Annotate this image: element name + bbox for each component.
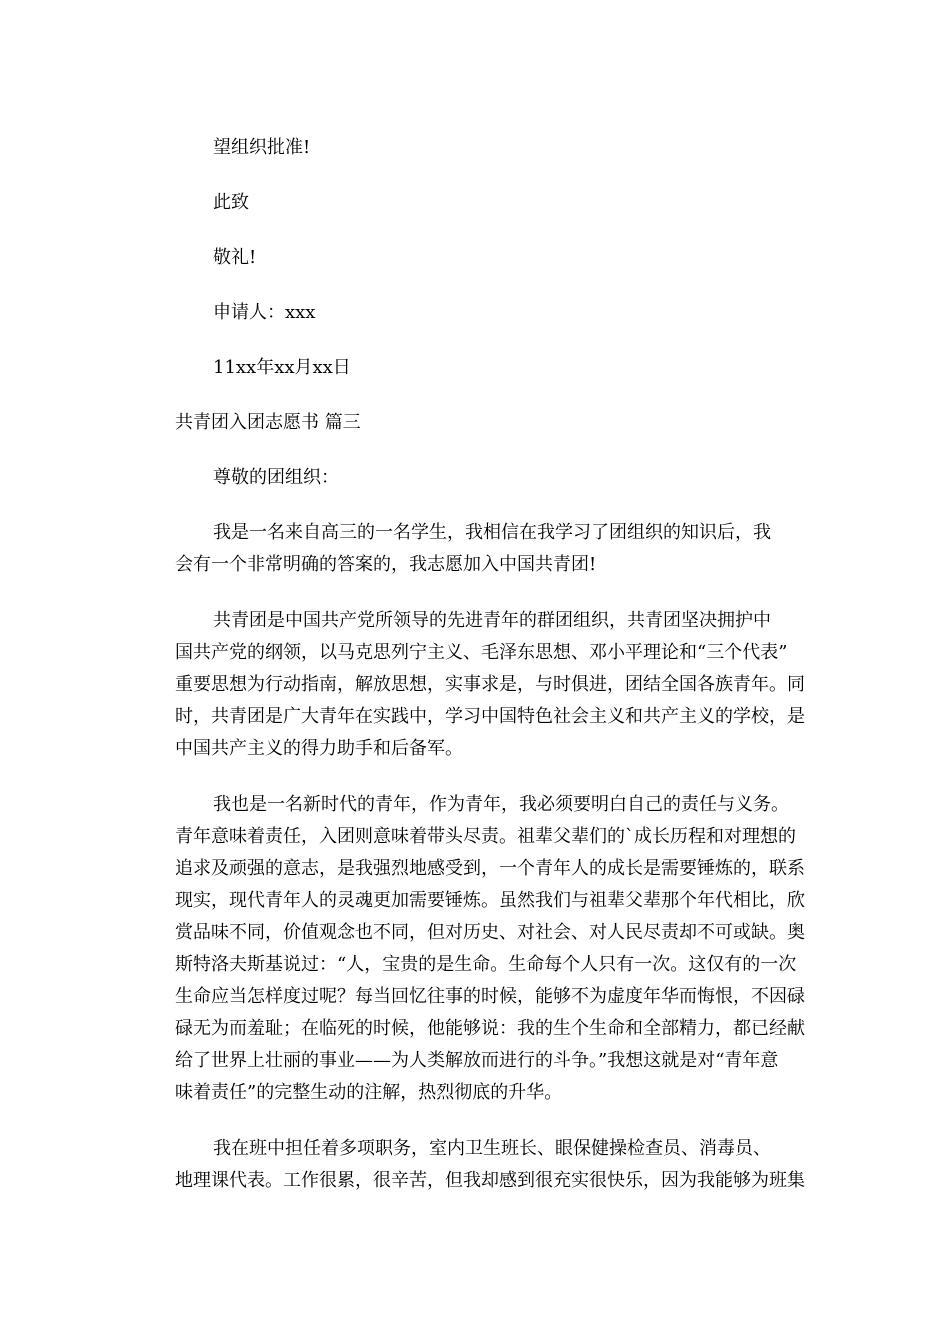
date-line: 11xx年xx月xx日 <box>213 357 351 378</box>
salutation-line-1: 此致 <box>213 192 249 213</box>
paragraph-3-line: 生命应当怎样度过呢？每当回忆往事的时候，能够不为虚度年华而悔恨，不因碌 <box>175 986 805 1007</box>
paragraph-3-line: 给了世界上壮丽的事业——为人类解放而进行的斗争。”我想这就是对“青年意 <box>175 1050 779 1071</box>
paragraph-2-line: 中国共产主义的得力助手和后备军。 <box>175 738 463 759</box>
paragraph-3-line: 青年意味着责任，入团则意味着带头尽责。祖辈父辈们的`成长历程和对理想的 <box>175 826 796 847</box>
paragraph-3-line: 味着责任”的完整生动的注解，热烈彻底的升华。 <box>175 1082 563 1103</box>
paragraph-2-line: 时，共青团是广大青年在实践中，学习中国特色社会主义和共产主义的学校，是 <box>175 706 805 727</box>
paragraph-3-line: 碌无为而羞耻；在临死的时候，他能够说：我的生个生命和全部精力，都已经献 <box>175 1018 805 1039</box>
section-title: 共青团入团志愿书 篇三 <box>175 412 361 433</box>
paragraph-3-line: 我也是一名新时代的青年，作为青年，我必须要明白自己的责任与义务。 <box>213 794 789 815</box>
paragraph-3-line: 赏品味不同，价值观念也不同，但对历史、对社会、对人民尽责却不可或缺。奥 <box>175 922 805 943</box>
paragraph-3-line: 追求及顽强的意志，是我强烈地感受到，一个青年人的成长是需要锤炼的，联系 <box>175 858 805 879</box>
paragraph-4-line: 我在班中担任着多项职务，室内卫生班长、眼保健操检查员、消毒员、 <box>213 1138 771 1159</box>
greeting-line: 尊敬的团组织： <box>213 467 339 488</box>
applicant-line: 申请人：xxx <box>213 302 316 323</box>
paragraph-2-line: 共青团是中国共产党所领导的先进青年的群团组织，共青团坚决拥护中 <box>213 610 771 631</box>
paragraph-2-line: 国共产党的纲领，以马克思列宁主义、毛泽东思想、邓小平理论和“三个代表” <box>175 642 788 663</box>
salutation-line-2: 敬礼! <box>213 247 257 268</box>
approval-line: 望组织批准! <box>213 137 311 158</box>
paragraph-3-line: 斯特洛夫斯基说过：“人，宝贵的是生命。生命每个人只有一次。这仅有的一次 <box>175 954 797 975</box>
paragraph-2-line: 重要思想为行动指南，解放思想，实事求是，与时俱进，团结全国各族青年。同 <box>175 674 805 695</box>
paragraph-1-line: 我是一名来自高三的一名学生，我相信在我学习了团组织的知识后，我 <box>213 522 771 543</box>
paragraph-4-line: 地理课代表。工作很累，很辛苦，但我却感到很充实很快乐，因为我能够为班集 <box>175 1170 805 1191</box>
paragraph-3-line: 现实，现代青年人的灵魂更加需要锤炼。虽然我们与祖辈父辈那个年代相比，欣 <box>175 890 805 911</box>
paragraph-1-line: 会有一个非常明确的答案的，我志愿加入中国共青团! <box>175 554 597 575</box>
